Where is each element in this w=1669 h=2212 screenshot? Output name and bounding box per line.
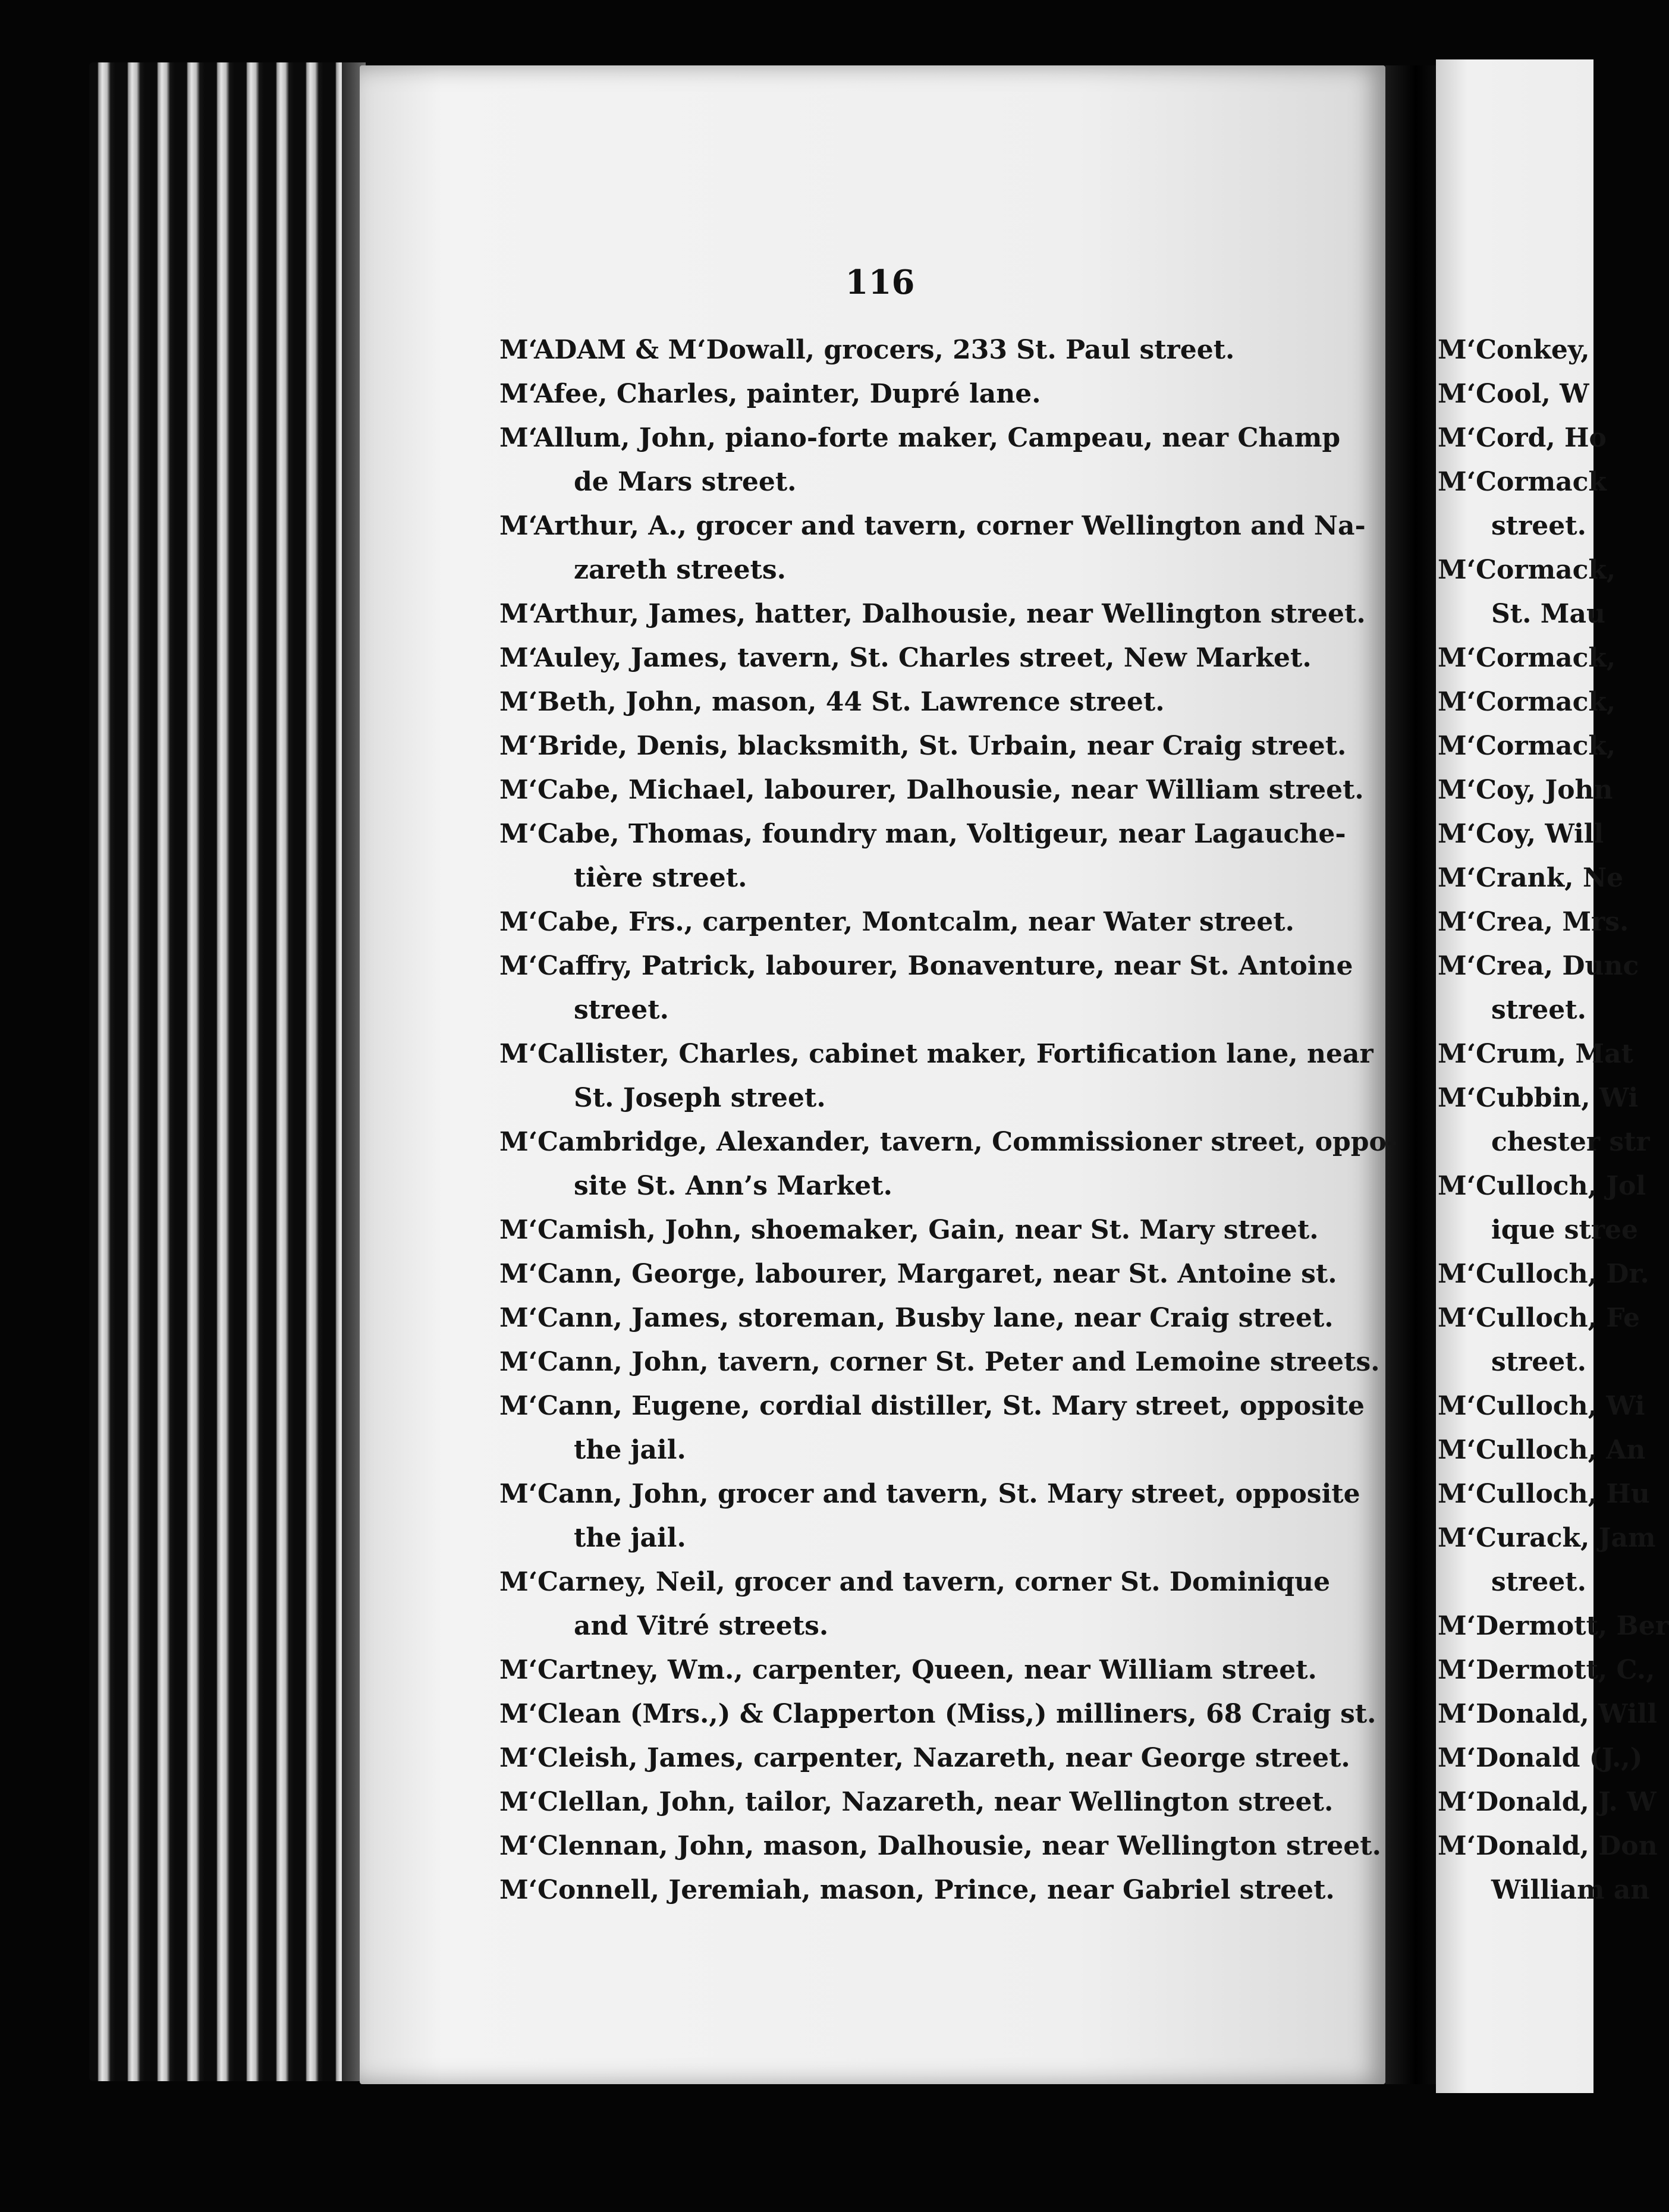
entry-text: M‘Cann, John, grocer and tavern, St. Mary street, opposite xyxy=(499,1479,1360,1509)
directory-entry-line xyxy=(499,1384,1365,1428)
entry-continuation-line xyxy=(499,1076,1362,1120)
next-page-entry-fragment: M‘Crank, Ne xyxy=(1438,863,1624,893)
entry-text: M‘Camish, John, shoemaker, Gain, near St. Mary street. xyxy=(499,1215,1319,1245)
next-page-entry-fragment: M‘Curack, Jam xyxy=(1438,1523,1656,1553)
directory-entry-line xyxy=(499,1472,1362,1516)
directory-entry-line xyxy=(499,328,1362,372)
entry-text: M‘Carney, Neil, grocer and tavern, corner St. Dominique xyxy=(499,1567,1331,1597)
entry-continuation-line xyxy=(499,548,1362,592)
entry-text: M‘Cambridge, Alexander, tavern, Commissioner street, oppo- xyxy=(499,1127,1398,1157)
directory-entry-line xyxy=(499,592,1366,636)
entry-text: M‘Beth, John, mason, 44 St. Lawrence street. xyxy=(499,687,1165,717)
entry-text: M‘Cann, George, labourer, Margaret, near St. Antoine st. xyxy=(499,1259,1337,1289)
entry-text: street. xyxy=(574,995,669,1025)
entry-continuation-line xyxy=(499,1428,1362,1472)
book-fore-edge xyxy=(89,62,360,2081)
next-page-entry-fragment: M‘Cormack, xyxy=(1438,687,1616,717)
entry-text: de Mars street. xyxy=(574,467,797,497)
entry-text: St. Joseph street. xyxy=(574,1083,826,1113)
entry-text: site St. Ann’s Market. xyxy=(574,1171,892,1201)
next-page-entry-fragment: M‘Donald, J. W xyxy=(1438,1787,1657,1817)
next-page-entry-fragment: street. xyxy=(1491,511,1586,541)
directory-entry-line xyxy=(499,1340,1380,1384)
next-page-entry-fragment: M‘Conkey, xyxy=(1438,335,1590,365)
directory-entry-line xyxy=(499,636,1362,680)
next-page-entries xyxy=(1438,328,1669,1912)
directory-entry-line xyxy=(499,1032,1373,1076)
next-page-entry-fragment: M‘Donald (J.,) xyxy=(1438,1743,1643,1773)
entry-text: and Vitré streets. xyxy=(574,1611,829,1641)
next-page-entry-fragment: M‘Crea, Dunc xyxy=(1438,951,1639,981)
entry-text: M‘Auley, James, tavern, St. Charles street, New Market. xyxy=(499,643,1312,673)
entry-text: M‘ADAM & M‘Dowall, grocers, 233 St. Paul street. xyxy=(499,335,1235,365)
next-page-entry-fragment: M‘Cubbin, Wi xyxy=(1438,1083,1639,1113)
entry-text: M‘Bride, Denis, blacksmith, St. Urbain, near Craig street. xyxy=(499,731,1347,761)
next-page-entry-fragment: M‘Donald, Will xyxy=(1438,1699,1657,1729)
directory-entry-line xyxy=(499,1120,1398,1164)
entry-text: M‘Arthur, James, hatter, Dalhousie, near Wellington street. xyxy=(499,599,1366,629)
entry-continuation-line xyxy=(499,988,1362,1032)
directory-entry-line xyxy=(499,768,1362,812)
next-page-entry-fragment: M‘Culloch, Jol xyxy=(1438,1171,1646,1201)
entry-continuation-line xyxy=(499,1604,1362,1648)
entry-text: M‘Cleish, James, carpenter, Nazareth, near George street. xyxy=(499,1743,1350,1773)
directory-entry-line xyxy=(499,944,1362,988)
next-page-entry-fragment: M‘Cormack, xyxy=(1438,731,1616,761)
entry-text: zareth streets. xyxy=(574,555,786,585)
entry-text: M‘Connell, Jeremiah, mason, Prince, near Gabriel street. xyxy=(499,1875,1335,1905)
entry-text: M‘Callister, Charles, cabinet maker, Fortification lane, near xyxy=(499,1039,1373,1069)
next-page-entry-fragment: M‘Crea, Mrs. xyxy=(1438,907,1629,937)
next-page-entry-fragment: M‘Dermott, Ber xyxy=(1438,1611,1669,1641)
entry-text: M‘Cann, Eugene, cordial distiller, St. Mary street, opposite xyxy=(499,1391,1365,1421)
entry-text: M‘Arthur, A., grocer and tavern, corner Wellington and Na- xyxy=(499,511,1366,541)
entry-text: M‘Cartney, Wm., carpenter, Queen, near William street. xyxy=(499,1655,1317,1685)
directory-entry-line xyxy=(499,812,1362,856)
next-page-entry-fragment: M‘Culloch, Dr. xyxy=(1438,1259,1649,1289)
directory-entry-line xyxy=(499,1692,1376,1736)
directory-entry-line xyxy=(499,1296,1362,1340)
next-page-entry-fragment: chester str xyxy=(1491,1127,1650,1157)
entry-text: M‘Clennan, John, mason, Dalhousie, near Wellington street. xyxy=(499,1831,1381,1861)
next-page-entry-fragment: M‘Dermott, C., xyxy=(1438,1655,1655,1685)
directory-entry-line xyxy=(499,680,1362,724)
entry-text: M‘Afee, Charles, painter, Dupré lane. xyxy=(499,379,1041,409)
directory-entry-line xyxy=(499,1736,1362,1780)
entry-text: tière street. xyxy=(574,863,747,893)
directory-entry-line xyxy=(499,504,1366,548)
entry-text: M‘Cabe, Michael, labourer, Dalhousie, near William street. xyxy=(499,775,1364,805)
entry-text: M‘Allum, John, piano-forte maker, Campeau, near Champ xyxy=(499,423,1341,453)
next-page-entry-fragment: M‘Donald, Don xyxy=(1438,1831,1658,1861)
page-number: 116 xyxy=(845,263,915,302)
entry-continuation-line xyxy=(499,1164,1362,1208)
entry-text: M‘Cabe, Thomas, foundry man, Voltigeur, near Lagauche- xyxy=(499,819,1346,849)
next-page-entry-fragment: ique stree xyxy=(1491,1215,1639,1245)
next-page-entry-fragment: street. xyxy=(1491,1347,1586,1377)
directory-entry-line xyxy=(499,900,1362,944)
next-page-entry-fragment: M‘Cormack, xyxy=(1438,555,1616,585)
directory-entry-line xyxy=(499,724,1362,768)
directory-entry-line xyxy=(499,1560,1362,1604)
directory-entry-line xyxy=(499,1208,1362,1252)
entry-text: M‘Clellan, John, tailor, Nazareth, near Wellington street. xyxy=(499,1787,1334,1817)
entry-continuation-line xyxy=(499,460,1362,504)
next-page-entry-fragment: M‘Culloch, An xyxy=(1438,1435,1646,1465)
next-page-entry-fragment: M‘Coy, Will xyxy=(1438,819,1604,849)
next-page-entry-fragment: street. xyxy=(1491,1567,1586,1597)
next-page-entry-fragment: M‘Cormack, xyxy=(1438,643,1616,673)
directory-entry-line xyxy=(499,416,1362,460)
entry-text: M‘Clean (Mrs.,) & Clapperton (Miss,) milliners, 68 Craig st. xyxy=(499,1699,1376,1729)
entry-continuation-line xyxy=(499,1516,1362,1560)
directory-entry-line xyxy=(499,1648,1362,1692)
next-page-entry-fragment: M‘Cord, Ho xyxy=(1438,423,1607,453)
directory-entry-line xyxy=(499,1780,1362,1824)
next-page-entry-fragment: M‘Culloch, Fe xyxy=(1438,1303,1640,1333)
next-page-entry-fragment: street. xyxy=(1491,995,1586,1025)
next-page-entry-fragment: M‘Coy, John xyxy=(1438,775,1613,805)
directory-entry-line xyxy=(499,1868,1362,1912)
entry-continuation-line xyxy=(499,856,1362,900)
book-gutter xyxy=(1385,65,1436,2084)
directory-entries xyxy=(499,328,1398,1912)
next-page-entry-fragment: M‘Cormack xyxy=(1438,467,1607,497)
entry-text: M‘Cann, John, tavern, corner St. Peter and Lemoine streets. xyxy=(499,1347,1380,1377)
entry-text: the jail. xyxy=(574,1523,686,1553)
next-page-entry-fragment: M‘Culloch, Wi xyxy=(1438,1391,1645,1421)
entry-text: M‘Cabe, Frs., carpenter, Montcalm, near Water street. xyxy=(499,907,1294,937)
next-page-entry-fragment: William an xyxy=(1491,1875,1650,1905)
entry-text: M‘Cann, James, storeman, Busby lane, near Craig street. xyxy=(499,1303,1334,1333)
entry-text: M‘Caffry, Patrick, labourer, Bonaventure, near St. Antoine xyxy=(499,951,1353,981)
next-page-entry-fragment: M‘Cool, W xyxy=(1438,379,1589,409)
directory-entry-line xyxy=(499,1252,1362,1296)
entry-text: the jail. xyxy=(574,1435,686,1465)
next-page-entry-fragment: M‘Crum, Mat xyxy=(1438,1039,1633,1069)
directory-entry-line xyxy=(499,372,1362,416)
directory-entry-line xyxy=(499,1824,1381,1868)
next-page-entry-fragment: St. Mau xyxy=(1491,599,1605,629)
next-page-entry-fragment: M‘Culloch, Hu xyxy=(1438,1479,1650,1509)
